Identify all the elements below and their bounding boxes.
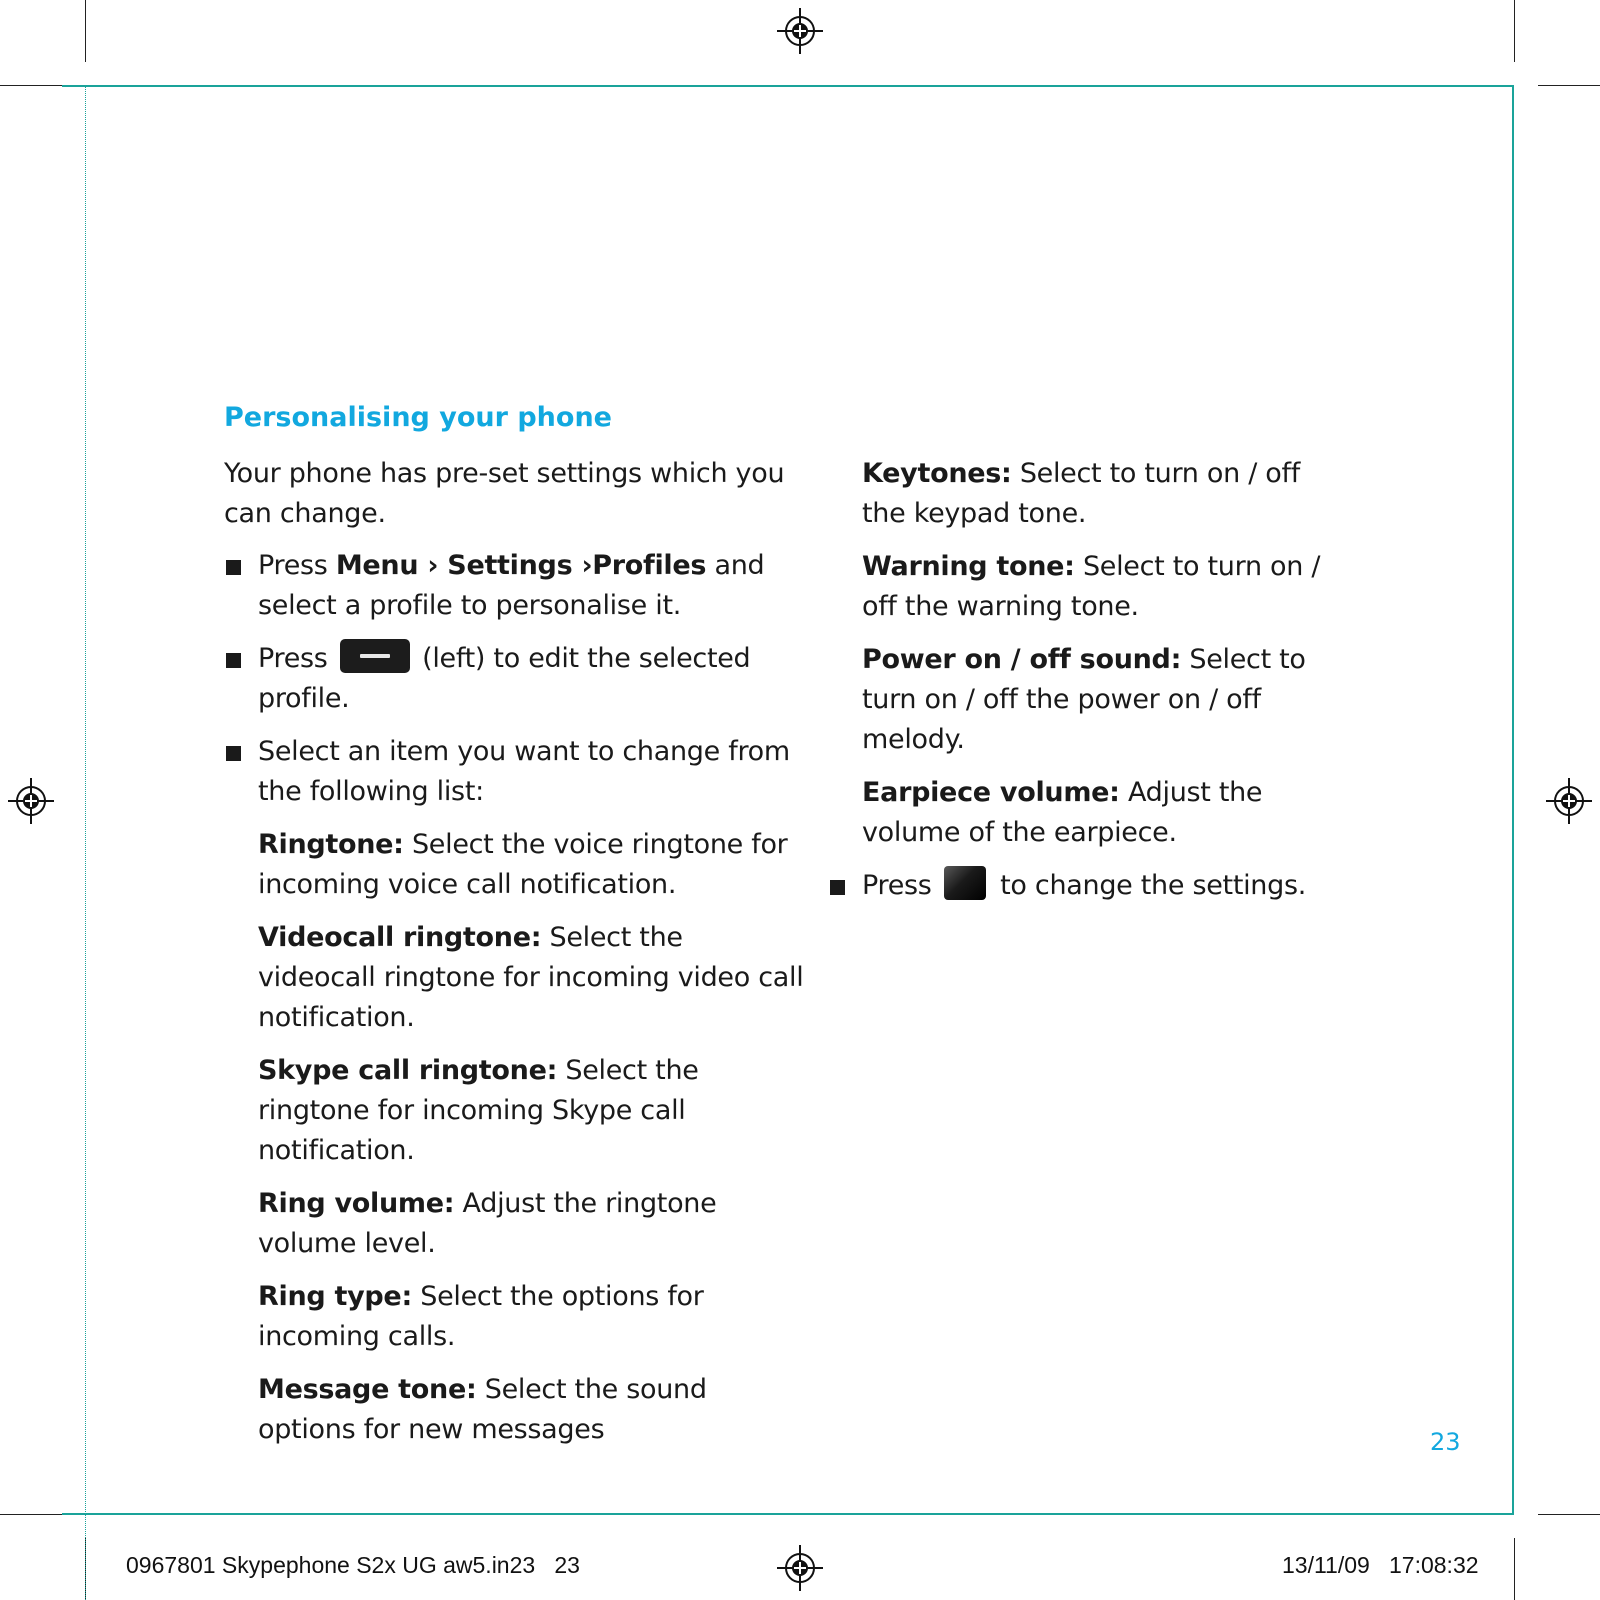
setting-term: Skype call ringtone: [258,1055,558,1086]
bullet-text: to change the settings. [991,870,1307,901]
trim-line [62,1513,1514,1515]
left-column [224,454,804,1463]
setting-description: Select to turn on / off the power on / off melody. [862,644,1306,755]
trim-line [62,85,1514,87]
registration-mark-icon [777,1545,823,1591]
bullet-text: Press [258,643,336,674]
setting-description: Select the ringtone for incoming Skype call notification. [258,1055,699,1166]
bullet-item [224,732,804,812]
bullet-square-icon [226,746,241,761]
menu-path: Menu › Settings ›Profiles [335,550,707,581]
setting-term: Power on / off sound: [862,644,1182,675]
right-column [862,454,1342,919]
setting-term: Earpiece volume: [862,777,1120,808]
spine-guide [85,87,86,1600]
crop-mark [1538,1514,1600,1515]
bullet-square-icon [226,560,241,575]
page-number: 23 [1430,1428,1461,1456]
setting-description: Adjust the ringtone volume level. [258,1188,717,1259]
crop-mark [1538,85,1600,86]
section-heading: Personalising your phone [224,402,612,433]
trim-line [1512,85,1514,1515]
setting-term: Message tone: [258,1374,477,1405]
crop-mark [1514,1538,1515,1600]
crop-mark [0,85,62,86]
registration-mark-icon [8,778,54,824]
setting-description: Select the videocall ringtone for incoming video call notification. [258,922,804,1033]
bullet-item [828,866,1342,906]
crop-mark [85,0,86,62]
bullet-text: Press [862,870,940,901]
intro-paragraph: Your phone has pre-set settings which you can change. [224,458,785,529]
crop-mark [0,1514,62,1515]
setting-term: Ring volume: [258,1188,455,1219]
setting-item [224,825,804,905]
setting-description: Select the sound options for new messages [258,1374,707,1445]
setting-item [224,1184,804,1264]
bullet-item [224,546,804,626]
setting-term: Videocall ringtone: [258,922,542,953]
setting-description: Adjust the volume of the earpiece. [862,777,1263,848]
setting-item [862,640,1342,760]
setting-term: Warning tone: [862,551,1075,582]
bullet-item [224,639,804,719]
bullet-text: Press [258,550,336,581]
center-key-icon [944,866,986,900]
crop-mark [1514,0,1515,62]
setting-description: Select the options for incoming calls. [258,1281,704,1352]
left-soft-key-icon [340,639,410,673]
bullet-text: (left) to edit the selected profile. [258,643,751,714]
setting-item [862,454,1342,534]
bullet-text: and select a profile to personalise it. [258,550,765,621]
setting-term: Keytones: [862,458,1012,489]
slug-filename: 0967801 Skypephone S2x UG aw5.in23 23 [126,1552,580,1578]
setting-item [224,1277,804,1357]
slug-timestamp: 13/11/09 17:08:32 [1282,1552,1479,1578]
setting-description: Select to turn on / off the warning tone. [862,551,1321,622]
setting-description: Select the voice ringtone for incoming voice call notification. [258,829,788,900]
setting-item [224,1051,804,1171]
bullet-square-icon [226,653,241,668]
setting-item [224,918,804,1038]
setting-description: Select to turn on / off the keypad tone. [862,458,1300,529]
setting-item [862,773,1342,853]
setting-item [224,1370,804,1450]
bullet-text: Select an item you want to change from the following list: [258,736,790,807]
setting-term: Ringtone: [258,829,404,860]
setting-item [862,547,1342,627]
bullet-square-icon [830,880,845,895]
registration-mark-icon [777,8,823,54]
registration-mark-icon [1546,778,1592,824]
setting-term: Ring type: [258,1281,412,1312]
